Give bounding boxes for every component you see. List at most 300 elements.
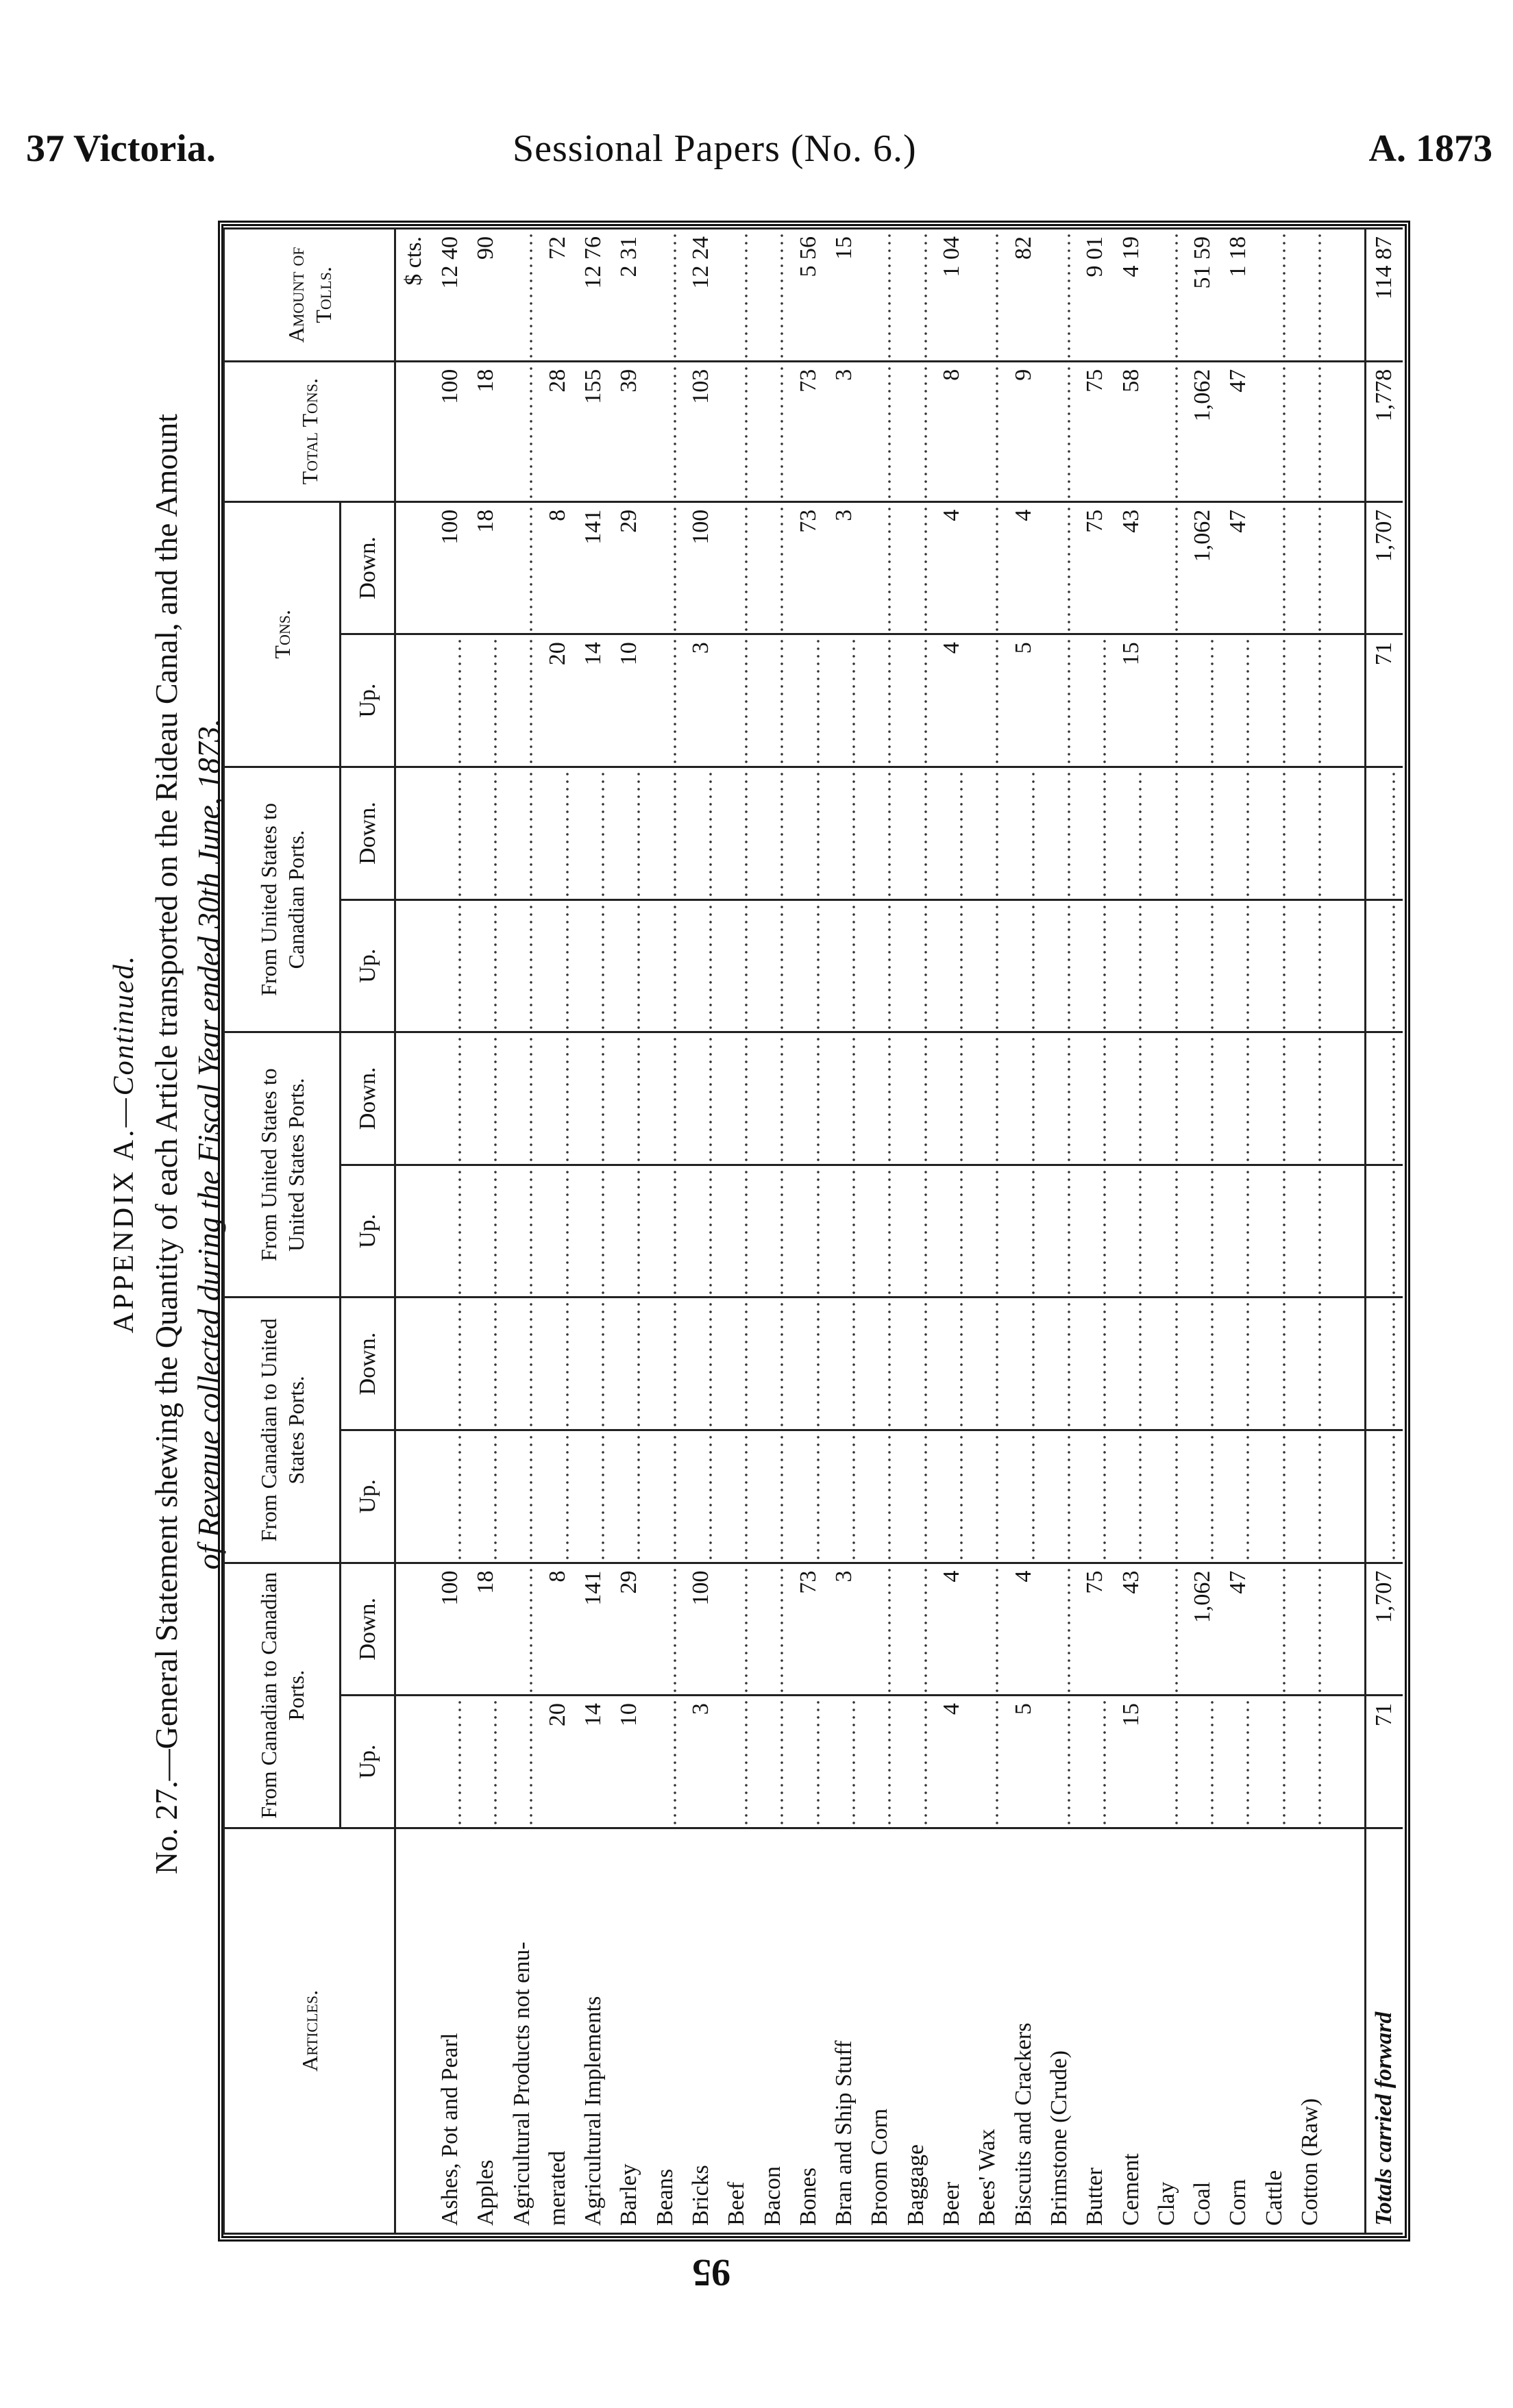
cell-t-down [648,501,683,634]
cell-empty [1220,1430,1256,1563]
header-down: Down. [341,1563,395,1696]
cell-empty [754,1032,790,1165]
cell-empty [1220,767,1256,899]
table-row [611,229,647,2234]
cell-empty [1292,1298,1328,1430]
cell-cc-down: 75 [1077,1563,1113,1696]
cell-empty [1292,767,1328,899]
cell-empty [432,1032,468,1165]
cell-total [862,361,898,501]
cell-t-down: 3 [826,501,862,634]
cell-cc-up [468,1696,504,1828]
cell-amount: 4 19 [1113,229,1148,362]
cell-empty [791,767,826,899]
table-row [576,229,611,2234]
cell-empty [1113,1032,1148,1165]
cell-empty [540,767,576,899]
cell-amount: 12 24 [683,229,719,362]
cell-total: 100 [432,361,468,501]
cell-t-up [754,634,790,767]
cell-empty [862,1165,898,1298]
cell-empty [1113,1298,1148,1430]
cell-empty [683,1430,719,1563]
cell-empty [1077,1430,1113,1563]
cell-empty [683,1298,719,1430]
cell-empty [1149,899,1185,1032]
cell-empty [719,1032,754,1165]
appendix-continued: Continued. [108,954,140,1096]
currency-label: $ cts. [395,229,432,362]
cell-t-up [1292,634,1328,767]
cell-empty [1292,899,1328,1032]
cell-amount: 1 04 [934,229,970,362]
header-session: 37 Victoria. [26,127,216,170]
cell-empty [791,1032,826,1165]
currency-row [395,229,432,2234]
cell-empty [468,1430,504,1563]
cell-empty [611,1430,647,1563]
article-name: Brimstone (Crude) [1042,1828,1077,2233]
article-name: Biscuits and Crackers [1006,1828,1042,2233]
cell-amount [862,229,898,362]
article-name: Cattle [1257,1828,1292,2233]
cell-total [1149,361,1185,501]
cell-t-down: 8 [540,501,576,634]
header-us-to-us: From United States to United States Ports. [224,1032,341,1298]
cell-empty [576,1165,611,1298]
cell-cc-down: 4 [1006,1563,1042,1696]
article-name: Beans [648,1828,683,2233]
statement-title-line1: No. 27.—General Statement shewing the Quantity of each Article transported on the Rideau Canal, and the Amount [149,413,184,1875]
header-us-to-canadian: From United States to Canadian Ports. [224,767,341,1032]
cell-total: 28 [540,361,576,501]
cell-empty [1292,1032,1328,1165]
cell-empty [1185,767,1220,899]
cell-empty [934,1165,970,1298]
cell-empty [934,1298,970,1430]
cell-empty [862,1032,898,1165]
article-name: Cement [1113,1828,1148,2233]
table-row [468,229,504,2234]
cell-cc-up [1257,1696,1292,1828]
cell-t-up [432,634,468,767]
cell-t-up: 20 [540,634,576,767]
cell-empty [791,899,826,1032]
table-row [1042,229,1077,2234]
cell-empty [432,1298,468,1430]
cell-cc-up: 14 [576,1696,611,1828]
cell-empty [754,767,790,899]
cell-total: 3 [826,361,862,501]
cell-empty [1257,899,1292,1032]
cell-empty [1149,1032,1185,1165]
cell-cc-down: 18 [468,1563,504,1696]
cell-empty [540,1165,576,1298]
cell-total [754,361,790,501]
cell-empty [432,1165,468,1298]
cell-empty [1220,899,1256,1032]
cell-empty [432,899,468,1032]
cell-cc-up: 15 [1113,1696,1148,1828]
cell-amount: 82 [1006,229,1042,362]
table-row [1185,229,1220,2234]
cell-empty [934,767,970,899]
cell-total: 155 [576,361,611,501]
cell-empty [970,899,1005,1032]
cell-t-up [1077,634,1113,767]
cell-empty [862,1298,898,1430]
cell-t-up [468,634,504,767]
cell-cc-up [648,1696,683,1828]
cell-cc-down [1149,1563,1185,1696]
cell-empty [1257,1032,1292,1165]
cell-empty [683,899,719,1032]
header-up: Up. [341,1430,395,1563]
cell-empty [468,899,504,1032]
total-amount: 114 87 [1365,229,1403,362]
header-up: Up. [341,1165,395,1298]
cell-empty [648,1430,683,1563]
cell-t-down [719,501,754,634]
cell-t-up: 15 [1113,634,1148,767]
cell-empty [1042,767,1077,899]
cell-amount [648,229,683,362]
cell-t-up [970,634,1005,767]
cell-empty [862,767,898,899]
cell-empty [468,1032,504,1165]
cell-empty [1077,1298,1113,1430]
cell-empty [648,767,683,899]
table-row [1149,229,1185,2234]
cell-empty [1113,1430,1148,1563]
cell-total [970,361,1005,501]
cell-amount: 9 01 [1077,229,1113,362]
cell-empty [719,1165,754,1298]
cell-amount [719,229,754,362]
cell-total: 58 [1113,361,1148,501]
article-name: Agricultural Implements [576,1828,611,2233]
cell-cc-down [862,1563,898,1696]
header-tons: Tons. [224,501,341,767]
cell-amount: 5 56 [791,229,826,362]
cell-cc-up [862,1696,898,1828]
cell-empty [898,1165,934,1298]
cell-empty [970,767,1005,899]
cell-empty [611,899,647,1032]
article-name: Bran and Ship Stuff [826,1828,862,2233]
cell-t-down: 47 [1220,501,1256,634]
table-row [1006,229,1042,2234]
cell-amount: 12 76 [576,229,611,362]
table-row [934,229,970,2234]
cell-empty [1257,1430,1292,1563]
cell-amount [970,229,1005,362]
cell-empty [504,1165,539,1298]
cell-total: 1,062 [1185,361,1220,501]
cell-empty [540,1032,576,1165]
cell-cc-down: 1,062 [1185,1563,1220,1696]
table-row [1257,229,1292,2234]
cell-empty [576,1032,611,1165]
header-articles: Articles. [224,1828,395,2233]
cell-empty [719,767,754,899]
table-row [719,229,754,2234]
cell-t-down: 75 [1077,501,1113,634]
cell-total: 103 [683,361,719,501]
cell-empty [898,899,934,1032]
cell-empty [1292,1165,1328,1298]
cell-t-up [826,634,862,767]
article-name: Barley [611,1828,647,2233]
cell-t-down [1292,501,1328,634]
cell-cc-down [898,1563,934,1696]
article-name: Coal [1185,1828,1220,2233]
cell-empty [898,1430,934,1563]
cell-empty [719,899,754,1032]
cell-cc-down: 73 [791,1563,826,1696]
cell-cc-down: 8 [540,1563,576,1696]
cell-empty [1006,1298,1042,1430]
cell-empty [468,1165,504,1298]
cell-cc-down: 100 [683,1563,719,1696]
total-empty [1365,1298,1403,1430]
cell-empty [504,767,539,899]
article-name: Bees' Wax [970,1828,1005,2233]
cell-t-down: 73 [791,501,826,634]
cell-t-up [1149,634,1185,767]
cell-cc-up [1077,1696,1113,1828]
cell-t-down [1149,501,1185,634]
cell-t-up [1220,634,1256,767]
cell-empty [862,1430,898,1563]
cell-total: 73 [791,361,826,501]
total-total: 1,778 [1365,361,1403,501]
cell-empty [576,1430,611,1563]
cell-empty [1220,1165,1256,1298]
cell-empty [898,1298,934,1430]
cell-t-up: 5 [1006,634,1042,767]
header-down: Down. [341,767,395,899]
header-year: A. 1873 [1368,127,1492,170]
cell-total [504,361,539,501]
table-row [648,229,683,2234]
cell-empty [1292,1430,1328,1563]
table-row [432,229,468,2234]
cell-total [1292,361,1328,501]
cell-empty [1006,1430,1042,1563]
cell-t-up [862,634,898,767]
cell-t-down: 4 [934,501,970,634]
total-empty [1365,1165,1403,1298]
cell-empty [648,1165,683,1298]
cell-cc-up: 5 [1006,1696,1042,1828]
article-name: Bacon [754,1828,790,2233]
article-name: Agricultural Products not enu- [504,1828,539,2233]
cell-empty [898,767,934,899]
cell-empty [791,1430,826,1563]
cell-total: 75 [1077,361,1113,501]
cell-t-down: 1,062 [1185,501,1220,634]
cell-cc-down [970,1563,1005,1696]
cell-total [1257,361,1292,501]
table-row [504,229,539,2234]
cell-empty [540,899,576,1032]
cell-empty [611,1165,647,1298]
cell-cc-up: 20 [540,1696,576,1828]
cell-empty [791,1298,826,1430]
table-row [540,229,576,2234]
cell-t-down: 100 [683,501,719,634]
cell-cc-up [432,1696,468,1828]
cell-empty [504,1298,539,1430]
cell-cc-down [1292,1563,1328,1696]
total-empty [1365,1032,1403,1165]
cell-empty [576,1298,611,1430]
header-up: Up. [341,1696,395,1828]
cell-cc-up [826,1696,862,1828]
total-cc-up: 71 [1365,1696,1403,1828]
cell-t-up [1042,634,1077,767]
total-empty [1365,1430,1403,1563]
article-name: Apples [468,1828,504,2233]
cell-total: 39 [611,361,647,501]
cell-empty [1149,1298,1185,1430]
cell-cc-up [1220,1696,1256,1828]
total-cc-down: 1,707 [1365,1563,1403,1696]
cell-empty [468,1298,504,1430]
cell-empty [540,1298,576,1430]
cell-empty [576,899,611,1032]
cell-amount [504,229,539,362]
cell-amount [754,229,790,362]
cell-cc-down [1257,1563,1292,1696]
cell-t-up: 14 [576,634,611,767]
cell-empty [648,1298,683,1430]
appendix-heading: APPENDIX A.—Continued. [108,954,140,1334]
statement-table [223,227,1403,2235]
cell-empty [1077,767,1113,899]
cell-empty [1185,1430,1220,1563]
cell-empty [719,1298,754,1430]
total-empty [1365,899,1403,1032]
cell-t-down: 18 [468,501,504,634]
cell-empty [970,1298,1005,1430]
cell-empty [1042,1430,1077,1563]
cell-empty [1042,1298,1077,1430]
cell-empty [504,1032,539,1165]
cell-total: 8 [934,361,970,501]
cell-t-down: 29 [611,501,647,634]
table-row [970,229,1005,2234]
cell-empty [1077,899,1113,1032]
header-total-tons: Total Tons. [224,361,395,501]
cell-amount [1149,229,1185,362]
cell-cc-down [504,1563,539,1696]
cell-empty [648,899,683,1032]
cell-cc-down [648,1563,683,1696]
cell-cc-down [754,1563,790,1696]
cell-empty [719,1430,754,1563]
cell-empty [1077,1165,1113,1298]
header-canadian-to-canadian: From Canadian to Canadian Ports. [224,1563,341,1828]
cell-t-up [719,634,754,767]
article-name: Ashes, Pot and Pearl [432,1828,468,2233]
cell-cc-up [898,1696,934,1828]
cell-empty [934,1032,970,1165]
spacer-row [1328,229,1365,2234]
table-row [1113,229,1148,2234]
cell-total [898,361,934,501]
cell-empty [1257,1165,1292,1298]
cell-cc-down: 3 [826,1563,862,1696]
total-t-up: 71 [1365,634,1403,767]
cell-empty [862,899,898,1032]
table-row [683,229,719,2234]
cell-empty [540,1430,576,1563]
totals-row [1365,229,1403,2234]
cell-empty [1149,1165,1185,1298]
cell-empty [432,767,468,899]
header-up: Up. [341,634,395,767]
total-t-down: 1,707 [1365,501,1403,634]
cell-amount [1257,229,1292,362]
cell-amount: 72 [540,229,576,362]
cell-empty [1185,899,1220,1032]
cell-amount: 90 [468,229,504,362]
cell-empty [826,1032,862,1165]
table-row [791,229,826,2234]
cell-empty [754,899,790,1032]
cell-empty [1220,1032,1256,1165]
header-up: Up. [341,899,395,1032]
cell-amount [898,229,934,362]
cell-amount: 2 31 [611,229,647,362]
cell-empty [611,767,647,899]
cell-cc-down: 43 [1113,1563,1148,1696]
cell-empty [1113,899,1148,1032]
cell-empty [1185,1298,1220,1430]
cell-cc-up [504,1696,539,1828]
cell-empty [1006,767,1042,899]
cell-total: 47 [1220,361,1256,501]
cell-empty [504,1430,539,1563]
table-row [1220,229,1256,2234]
cell-empty [683,1032,719,1165]
total-empty [1365,767,1403,899]
cell-empty [1257,767,1292,899]
table-row [1077,229,1113,2234]
cell-cc-up: 10 [611,1696,647,1828]
cell-t-down [1042,501,1077,634]
cell-t-up [791,634,826,767]
cell-empty [468,767,504,899]
cell-cc-up: 3 [683,1696,719,1828]
cell-amount: 1 18 [1220,229,1256,362]
totals-label: Totals carried forward [1365,1828,1403,2233]
cell-amount: 51 59 [1185,229,1220,362]
cell-amount: 15 [826,229,862,362]
cell-empty [683,1165,719,1298]
cell-empty [611,1298,647,1430]
article-name: Bones [791,1828,826,2233]
cell-empty [826,767,862,899]
cell-cc-down: 141 [576,1563,611,1696]
cell-empty [970,1430,1005,1563]
table-row [1292,229,1328,2234]
cell-t-down [970,501,1005,634]
cell-t-up [1185,634,1220,767]
cell-empty [791,1165,826,1298]
